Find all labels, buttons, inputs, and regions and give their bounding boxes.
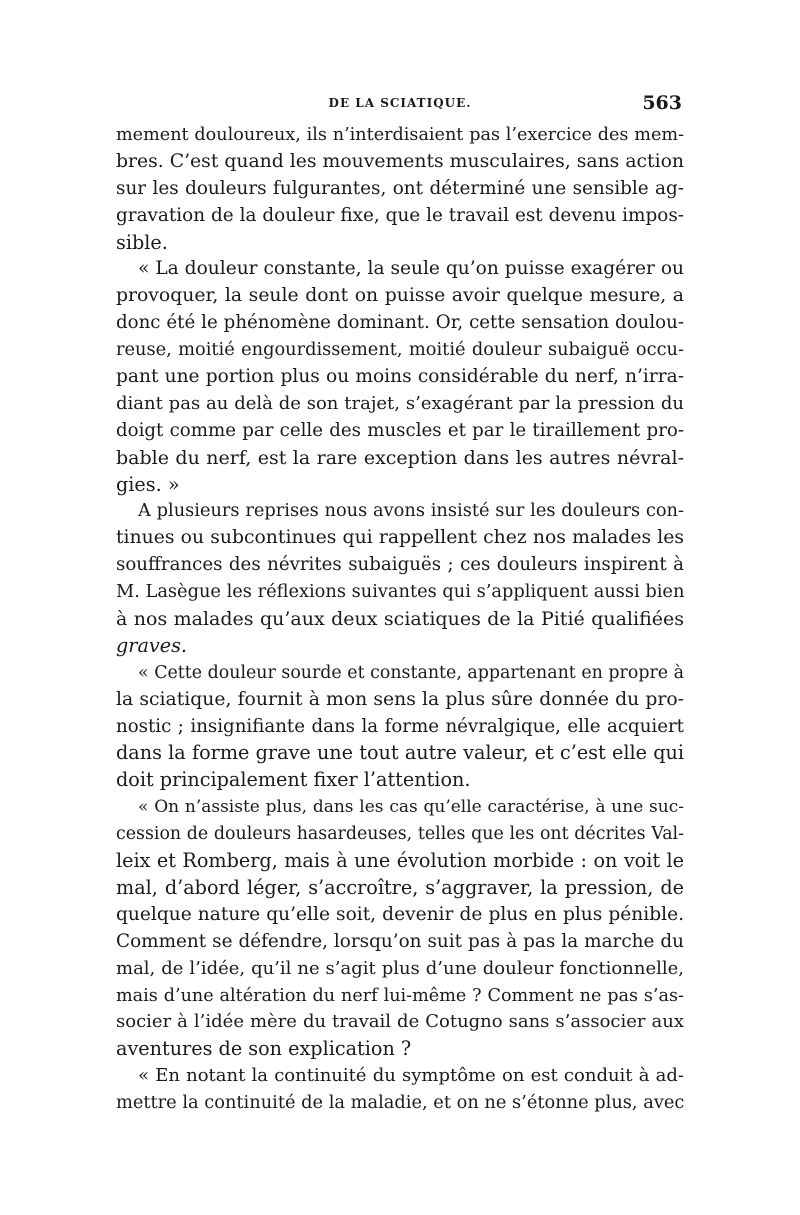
text-line: mais d’une altération du nerf lui-même ? Comment ne pas s’as- [116, 985, 684, 1006]
text-line: pant une portion plus ou moins considérable du nerf, n’irra- [116, 366, 684, 388]
body-text [116, 122, 684, 1117]
text-line: mal, de l’idée, qu’il ne s’agit plus d’une douleur fonctionnelle, [116, 957, 684, 979]
page-number: 563 [642, 92, 682, 114]
text-line: donc été le phénomène dominant. Or, cette sensation doulou- [116, 312, 684, 334]
running-title: DE LA SCIATIQUE. [328, 96, 472, 110]
text-line: diant pas au delà de son trajet, s’exagérant par la pression du [116, 392, 684, 414]
text-line: leix et Romberg, mais à une évolution morbide : on voit le [116, 849, 684, 873]
text-line: bable du nerf, est la rare exception dans les autres névral- [116, 446, 684, 469]
text-line: « En notant la continuité du symptôme on est conduit à ad- [138, 1065, 684, 1087]
text-line: souffrances des névrites subaiguës ; ces douleurs inspirent à [116, 554, 684, 576]
text-line: provoquer, la seule dont on puisse avoir quelque mesure, a [116, 285, 684, 307]
text-line: aventures de son explication ? [116, 1037, 412, 1061]
text-line: gravation de la douleur fixe, que le travail est devenu impos- [116, 204, 684, 226]
text-line: à nos malades qu’aux deux sciatiques de la Pitié qualifiées [116, 608, 684, 631]
text-line: sible. [116, 230, 168, 254]
text-line: doigt comme par celle des muscles et par le tiraillement pro- [116, 419, 684, 441]
text-line: socier à l’idée mère du travail de Cotugno sans s’associer aux [116, 1011, 684, 1033]
text-line: gies. » [116, 472, 180, 496]
text-line: mettre la continuité de la maladie, et on ne s’étonne plus, avec [116, 1092, 684, 1114]
text-line: reuse, moitié engourdissement, moitié douleur subaiguë occu- [116, 339, 684, 361]
text-line: « La douleur constante, la seule qu’on puisse exagérer ou [138, 258, 684, 280]
text-line: A plusieurs reprises nous avons insisté sur les douleurs con- [138, 500, 684, 522]
text-line: cession de douleurs hasardeuses, telles que les ont décrites Val- [116, 824, 684, 845]
text-line: dans la forme grave une tout autre valeur, et c’est elle qui [116, 741, 684, 765]
text-line: bres. C’est quand les mouvements musculaires, sans action [116, 150, 684, 172]
text-line: « Cette douleur sourde et constante, appartenant en propre à [138, 662, 684, 683]
text-line: mement douloureux, ils n’interdisaient pas l’exercice des mem- [116, 125, 684, 145]
text-line: « On n’assiste plus, dans les cas qu’elle caractérise, à une suc- [138, 797, 684, 818]
text-line: doit principalement fixer l’attention. [116, 768, 471, 792]
book-page [116, 92, 684, 1117]
text-line: M. Lasègue les réflexions suivantes qui s’appliquent aussi bien [116, 581, 684, 603]
text-line: quelque nature qu’elle soit, devenir de plus en plus pénible. [116, 903, 684, 925]
text-line: sur les douleurs fulgurantes, ont déterminé une sensible ag- [116, 177, 684, 199]
text-line: graves. [116, 633, 188, 657]
text-line: Comment se défendre, lorsqu’on suit pas à pas la marche du [116, 930, 684, 952]
text-line: mal, d’abord léger, s’accroître, s’aggraver, la pression, de [116, 875, 684, 899]
page-header [116, 92, 684, 122]
text-line: nostic ; insignifiante dans la forme névralgique, elle acquiert [116, 715, 684, 737]
text-line: la sciatique, fournit à mon sens la plus sûre donnée du pro- [116, 688, 684, 710]
text-line: tinues ou subcontinues qui rappellent chez nos malades les [116, 527, 684, 549]
